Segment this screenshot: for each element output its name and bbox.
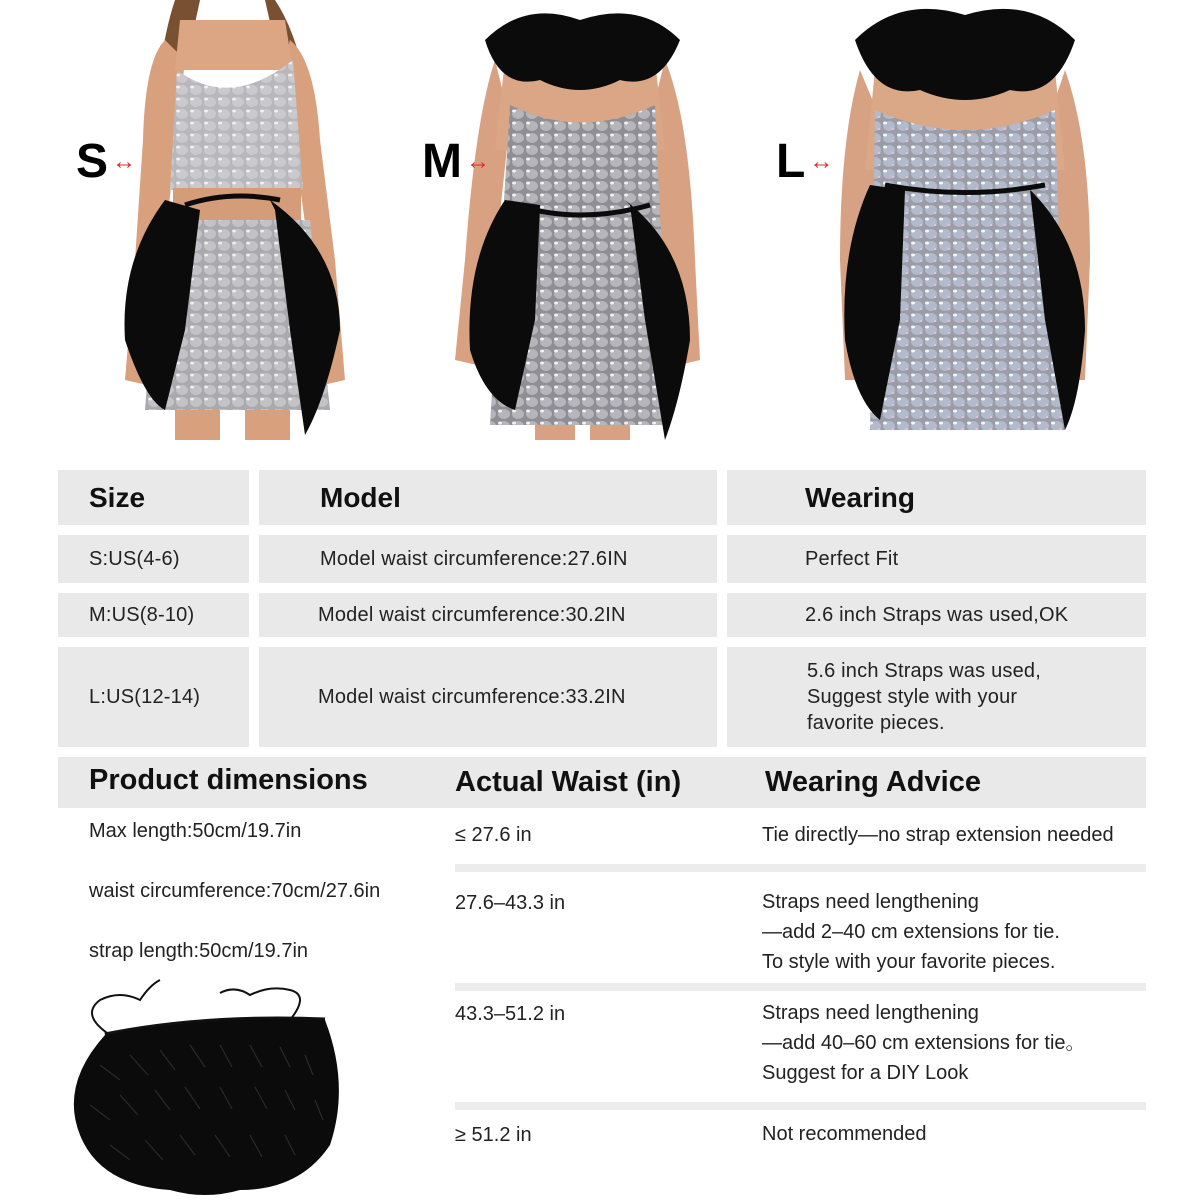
waist-range: ≥ 51.2 in — [455, 1124, 532, 1146]
size-header-cell — [58, 470, 249, 525]
feather-skirt-photo — [60, 975, 350, 1200]
size-letter: M — [422, 135, 462, 188]
advice-line: Not recommended — [762, 1123, 927, 1145]
size-cell: S:US(4-6) — [89, 547, 180, 570]
wearing-cell: Perfect Fit — [805, 547, 899, 570]
wearing-header: Wearing — [805, 481, 915, 513]
wearing-cell: 2.6 inch Straps was used,OK — [805, 603, 1069, 626]
advice-line: Tie directly—no strap extension needed — [762, 824, 1114, 846]
size-cell: M:US(8-10) — [89, 603, 195, 626]
wearing-header-cell — [727, 470, 1146, 525]
advice-text — [762, 887, 1060, 977]
model-header-cell — [259, 470, 717, 525]
table-row — [58, 593, 249, 637]
wearing-cell-line: 5.6 inch Straps was used, — [807, 660, 1042, 682]
table-row — [259, 593, 717, 637]
model-cell: Model waist circumference:33.2IN — [318, 685, 626, 708]
table-row — [727, 593, 1146, 637]
row-separator — [455, 1102, 1146, 1110]
model-photo-small — [105, 0, 355, 440]
model-header: Model — [320, 481, 401, 513]
waist-range: ≤ 27.6 in — [455, 824, 532, 846]
wearing-cell-line: favorite pieces. — [807, 712, 945, 734]
table-row — [259, 647, 717, 747]
table-row — [58, 647, 249, 747]
row-separator — [455, 983, 1146, 991]
waist-range: 27.6–43.3 in — [455, 892, 566, 914]
model-cell: Model waist circumference:27.6IN — [320, 547, 628, 570]
advice-text — [762, 998, 1086, 1088]
waist-range: 43.3–51.2 in — [455, 1003, 566, 1025]
dimension-max-length: Max length:50cm/19.7in — [89, 820, 302, 842]
product-dimensions-title: Product dimensions — [89, 764, 368, 796]
size-marker-s — [76, 135, 137, 188]
size-marker-m — [422, 135, 490, 188]
model-cell: Model waist circumference:30.2IN — [318, 603, 626, 626]
double-arrow-icon: ↔ — [112, 148, 137, 175]
advice-line: —add 40–60 cm extensions for tie。 — [762, 1032, 1086, 1054]
advice-line: Straps need lengthening — [762, 891, 979, 913]
model-photo-large — [840, 0, 1090, 440]
double-arrow-icon: ↔ — [809, 148, 834, 175]
size-letter: S — [76, 135, 109, 188]
table-row — [58, 535, 249, 583]
advice-line: To style with your favorite pieces. — [762, 951, 1056, 973]
dimension-waist: waist circumference:70cm/27.6in — [89, 880, 381, 902]
advice-text — [762, 820, 1114, 850]
advice-line: Suggest for a DIY Look — [762, 1062, 969, 1084]
size-header: Size — [89, 481, 146, 513]
advice-text — [762, 1119, 927, 1149]
double-arrow-icon: ↔ — [465, 148, 490, 175]
table-row — [727, 647, 1146, 747]
dimension-strap-length: strap length:50cm/19.7in — [89, 940, 309, 962]
row-separator — [455, 864, 1146, 872]
advice-line: —add 2–40 cm extensions for tie. — [762, 921, 1060, 943]
actual-waist-title: Actual Waist (in) — [455, 766, 682, 798]
size-cell: L:US(12-14) — [89, 685, 201, 708]
table-row — [727, 535, 1146, 583]
table-row — [259, 535, 717, 583]
wearing-cell-line: Suggest style with your — [807, 686, 1018, 708]
size-letter: L — [776, 135, 806, 188]
size-marker-l — [776, 135, 834, 188]
advice-line: Straps need lengthening — [762, 1002, 979, 1024]
wearing-advice-title: Wearing Advice — [765, 766, 981, 798]
model-photo-medium — [455, 0, 705, 440]
